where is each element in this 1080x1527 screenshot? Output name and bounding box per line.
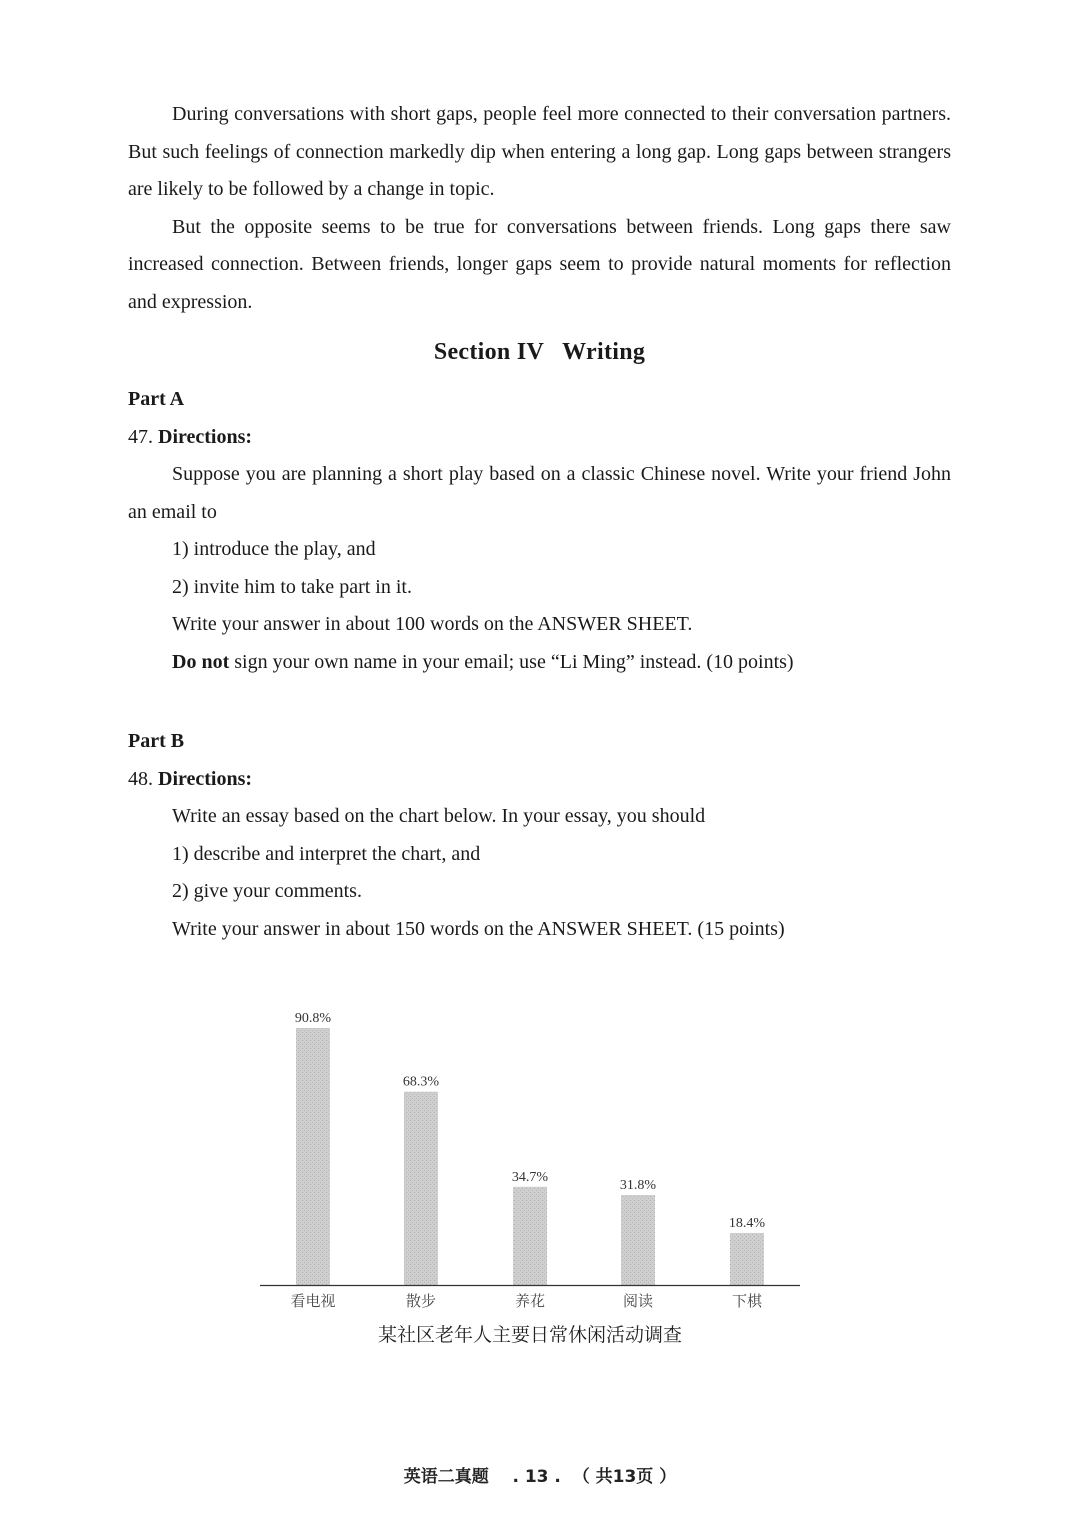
- part-b-answer-note: Write your answer in about 150 words on the ANSWER SHEET. (15 points): [172, 917, 785, 940]
- footer-subject: 英语二真题: [403, 1467, 489, 1487]
- footer-page-number: . 13 .: [512, 1467, 561, 1487]
- bar-value-label-5: 18.4%: [728, 1215, 766, 1231]
- page-footer: [0, 1462, 1080, 1487]
- bar-5: [730, 1233, 764, 1285]
- part-a-title: Part A: [128, 388, 185, 410]
- page-content: [128, 96, 951, 948]
- part-b-title: Part B: [128, 730, 185, 752]
- part-b-directions-label: Directions:: [158, 767, 253, 790]
- bar-chart: [250, 1000, 810, 1360]
- category-label-3: 养花: [514, 1292, 546, 1310]
- part-a-sign-note: [128, 644, 951, 682]
- intro-paragraph-2: But the opposite seems to be true for conversations between friends. Long gaps there saw increased connection. Between friends, longer gaps seem to provide natural moments for reflection and expression.: [128, 215, 951, 313]
- bar-chart-svg: [250, 1000, 810, 1315]
- part-b-question: [128, 761, 951, 799]
- bar-4: [621, 1195, 655, 1285]
- bar-1: [296, 1028, 330, 1285]
- bar-3: [513, 1187, 547, 1285]
- footer-total-pages: （ 共13页 ）: [572, 1467, 677, 1487]
- part-a-text: Suppose you are planning a short play based on a classic Chinese novel. Write your friend John an email to: [128, 463, 951, 523]
- part-a-number: 47.: [128, 425, 153, 448]
- part-b-item-1: 1) describe and interpret the chart, and: [172, 842, 481, 865]
- part-b-number: 48.: [128, 767, 153, 790]
- part-a-question: [128, 419, 951, 457]
- category-label-1: 看电视: [290, 1292, 336, 1310]
- part-a-answer-note: Write your answer in about 100 words on the ANSWER SHEET.: [172, 613, 693, 635]
- part-a-do-not: Do not: [172, 650, 230, 673]
- category-label-4: 阅读: [622, 1292, 654, 1310]
- part-a-item-1: 1) introduce the play, and: [172, 538, 376, 560]
- bar-value-label-4: 31.8%: [619, 1178, 657, 1194]
- category-label-2: 散步: [405, 1292, 437, 1310]
- bar-value-label-2: 68.3%: [402, 1074, 440, 1090]
- section-title: Section IV Writing: [433, 339, 646, 365]
- category-label-5: 下棋: [731, 1292, 763, 1310]
- part-a-item-2: 2) invite him to take part in it.: [172, 575, 412, 598]
- part-b-text: Write an essay based on the chart below. In your essay, you should: [172, 805, 706, 827]
- bar-value-label-1: 90.8%: [294, 1011, 332, 1027]
- bar-2: [404, 1092, 438, 1285]
- part-a-directions-label: Directions:: [158, 425, 253, 448]
- part-b-item-2: 2) give your comments.: [172, 880, 362, 902]
- chart-title: 某社区老年人主要日常休闲活动调查: [377, 1324, 682, 1346]
- part-a-sign-text: sign your own name in your email; use “Li Ming” instead. (10 points): [229, 650, 794, 673]
- bar-value-label-3: 34.7%: [511, 1169, 549, 1185]
- intro-paragraph-1: During conversations with short gaps, people feel more connected to their conversation partners. But such feelings of connection markedly dip when entering a long gap. Long gaps between strangers are likely to be followed by a change in topic.: [128, 103, 951, 200]
